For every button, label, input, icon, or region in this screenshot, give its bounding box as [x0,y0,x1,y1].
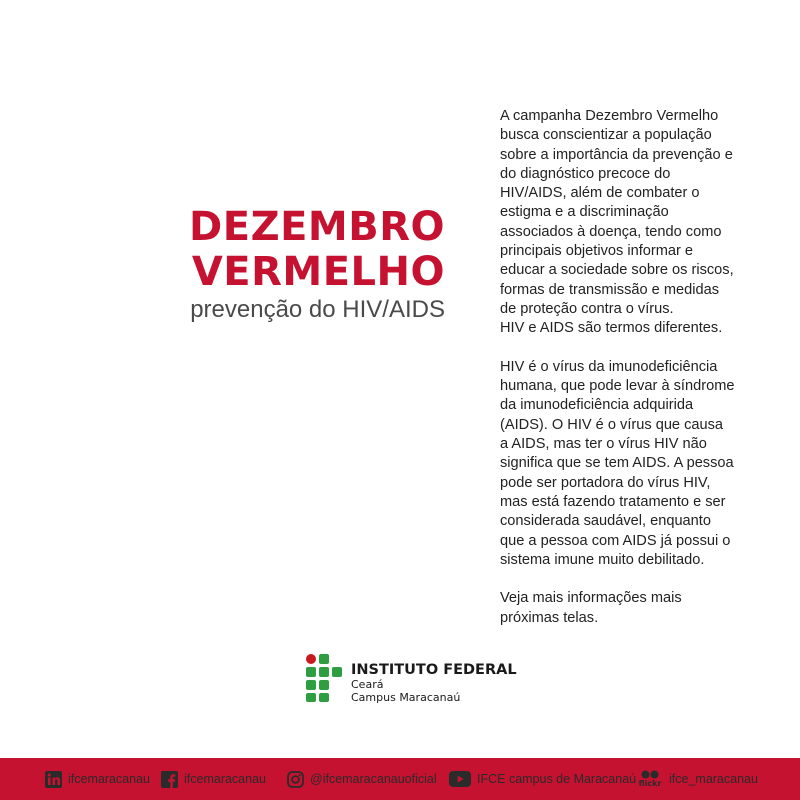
institution-state: Ceará [351,678,384,691]
logo-green-square [319,667,329,677]
footer-facebook-label: ifcemaracanau [184,772,266,786]
footer-flickr-label: ifce_maracanau [669,772,758,786]
footer-youtube[interactable] [449,758,636,800]
logo-green-square [332,667,342,677]
logo-green-square [306,680,316,690]
paragraph-gap [500,339,775,358]
paragraph-1-line: educar a sociedade sobre os riscos, [500,262,734,279]
footer-youtube-label: IFCE campus de Maracanaú [477,772,637,786]
paragraph-1-line: principais objetivos informar e [500,243,694,260]
paragraph-1 [500,107,775,339]
instagram-icon [286,770,304,788]
facebook-icon [160,770,178,788]
logo-green-square [319,693,329,702]
campaign-title-block [150,205,445,324]
paragraph-1-line: HIV e AIDS são termos diferentes. [500,320,723,337]
institution-campus: Campus Maracanaú [351,691,461,704]
flickr-icon-wordmark: flickr [638,779,662,788]
paragraph-1-line: estigma e a discriminação [500,204,669,221]
youtube-icon [449,770,471,788]
paragraph-3-line: próximas telas. [500,609,599,626]
paragraph-2-line: que a pessoa com AIDS já possui o [500,532,731,549]
logo-text [351,662,517,704]
paragraph-1-line: associados à doença, tendo como [500,223,722,240]
paragraph-1-line: de proteção contra o vírus. [500,300,674,317]
paragraph-3-line: Veja mais informações mais [500,590,682,607]
paragraph-1-line: busca conscientizar a população [500,127,712,144]
instituto-federal-logo [306,654,517,702]
paragraph-1-line: formas de transmissão e medidas [500,281,719,298]
paragraph-3 [500,589,775,628]
paragraph-2 [500,358,775,570]
paragraph-1-line: do diagnóstico precoce do [500,165,671,182]
logo-green-square [319,654,329,664]
linkedin-icon [44,770,62,788]
institution-name: INSTITUTO FEDERAL [351,662,517,678]
campaign-subtitle: prevenção do HIV/AIDS [190,296,445,323]
paragraph-2-line: da imunodeficiência adquirida [500,397,694,414]
campaign-title-line-2: VERMELHO [191,249,445,295]
footer-flickr[interactable] [637,758,758,800]
logo-mark-icon [306,654,342,702]
footer-instagram[interactable] [286,758,437,800]
paragraph-1-line: A campanha Dezembro Vermelho [500,108,719,124]
paragraph-2-line: (AIDS). O HIV é o vírus que causa [500,416,724,433]
logo-green-square [319,680,329,690]
logo-green-square [306,693,316,702]
paragraph-2-line: HIV é o vírus da imunodeficiência [500,358,718,375]
paragraph-2-line: sistema imune muito debilitado. [500,551,705,568]
paragraph-2-line: considerada saudável, enquanto [500,513,711,530]
logo-green-square [306,667,316,677]
paragraph-1-line: sobre a importância da prevenção e [500,146,733,163]
paragraph-gap [500,570,775,589]
paragraph-2-line: pode ser portadora do vírus HIV, [500,474,711,491]
footer-instagram-label: @ifcemaracanauoficial [310,772,437,786]
flickr-icon [637,766,663,792]
footer-facebook[interactable] [160,758,266,800]
paragraph-2-line: humana, que pode levar à síndrome [500,378,735,395]
paragraph-2-line: significa que se tem AIDS. A pessoa [500,455,734,472]
campaign-title-line-1: DEZEMBRO [189,204,445,250]
logo-red-dot [306,654,316,664]
paragraph-1-line: HIV/AIDS, além de combater o [500,185,700,202]
paragraph-2-line: mas está fazendo tratamento e ser [500,493,726,510]
social-footer [0,758,800,800]
paragraph-2-line: a AIDS, mas ter o vírus HIV não [500,436,707,453]
campaign-description [500,107,775,628]
footer-linkedin-label: ifcemaracanau [68,772,150,786]
footer-linkedin[interactable] [44,758,150,800]
